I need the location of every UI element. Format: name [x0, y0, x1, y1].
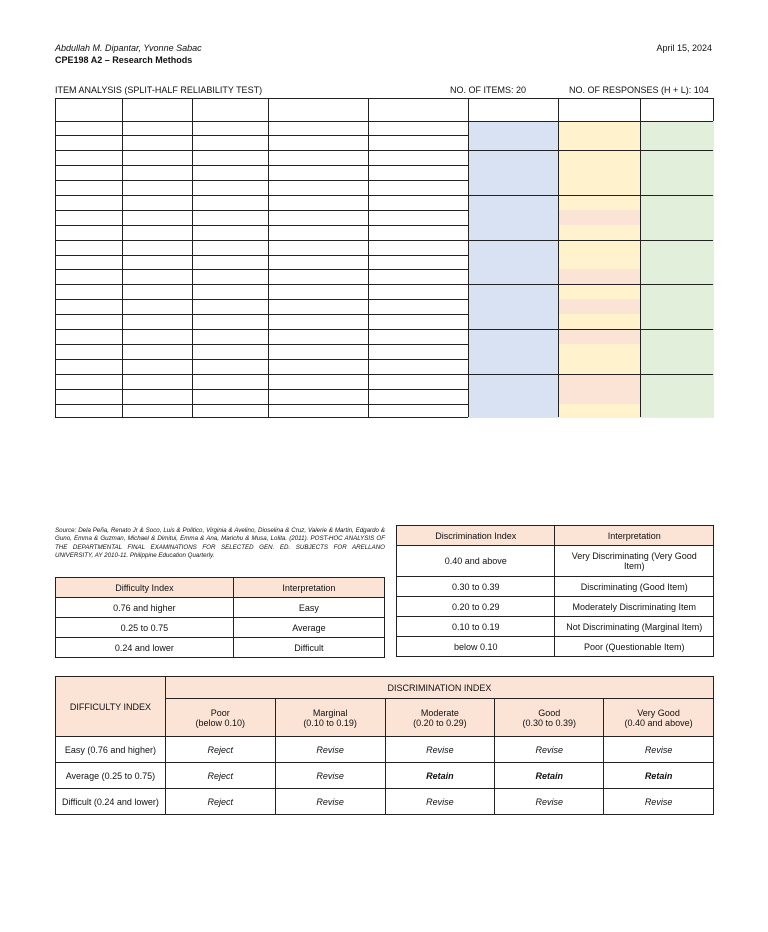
matrix-column-header [165, 699, 275, 737]
peach-band [558, 210, 640, 225]
matrix-group-header: DISCRIMINATION INDEX [165, 677, 713, 699]
column-range: (below 0.10) [195, 717, 246, 728]
table-row [56, 737, 714, 763]
column-name: Good [538, 707, 561, 718]
difficulty-interpretation: Easy [233, 598, 384, 618]
matrix-column-header [385, 699, 495, 737]
grid-row-line [56, 195, 713, 196]
discrimination-range: below 0.10 [397, 637, 555, 657]
grid-column-line [192, 99, 193, 417]
grid-row-line [56, 150, 713, 151]
difficulty-range: 0.76 and higher [56, 598, 234, 618]
column-name: Poor [210, 707, 230, 718]
matrix-cell: Retain [604, 763, 714, 789]
matrix-cell: Retain [495, 763, 604, 789]
decision-matrix [55, 676, 714, 815]
matrix-cell: Revise [275, 763, 385, 789]
matrix-cell: Revise [495, 737, 604, 763]
matrix-cell: Revise [385, 789, 495, 815]
grid-row-line [56, 135, 468, 136]
table-row [56, 598, 385, 618]
matrix-row-label: Easy (0.76 and higher) [56, 737, 166, 763]
matrix-row-label: Difficult (0.24 and lower) [56, 789, 166, 815]
grid-row-line [56, 404, 468, 405]
peach-band [558, 299, 640, 314]
matrix-cell: Revise [604, 789, 714, 815]
matrix-row-label: Average (0.25 to 0.75) [56, 763, 166, 789]
table-row [56, 618, 385, 638]
difficulty-header: Difficulty Index [56, 578, 234, 598]
grid-column-line [122, 99, 123, 417]
grid-row-line [56, 284, 713, 285]
grid-row-line [56, 389, 468, 390]
matrix-cell: Reject [165, 789, 275, 815]
responses-count: NO. OF RESPONSES (H + L): 104 [569, 85, 709, 95]
grid-row-line [56, 299, 468, 300]
peach-band [558, 329, 640, 344]
grid-column-line [268, 99, 269, 417]
column-name: Very Good [637, 707, 680, 718]
table-row [397, 617, 714, 637]
grid-column-line [368, 99, 369, 417]
grid-row-line [56, 225, 468, 226]
course-title: CPE198 A2 – Research Methods [55, 55, 193, 65]
matrix-cell: Reject [165, 763, 275, 789]
sheet-title: ITEM ANALYSIS (SPLIT-HALF RELIABILITY TEST) [55, 85, 263, 95]
discrimination-interpretation: Moderately Discriminating Item [555, 597, 714, 617]
grid-column-line [468, 99, 469, 417]
date: April 15, 2024 [656, 43, 712, 53]
grid-column-line [640, 99, 641, 417]
interpretation-header: Interpretation [233, 578, 384, 598]
difficulty-index-table [55, 577, 385, 658]
grid-row-line [56, 165, 468, 166]
table-row [397, 637, 714, 657]
difficulty-range: 0.24 and lower [56, 638, 234, 658]
column-range: (0.40 and above) [624, 717, 693, 728]
matrix-cell: Revise [275, 789, 385, 815]
discrimination-header: Discrimination Index [397, 526, 555, 546]
column-range: (0.10 to 0.19) [303, 717, 357, 728]
grid-row-line [56, 180, 468, 181]
matrix-cell: Retain [385, 763, 495, 789]
matrix-cell: Revise [495, 789, 604, 815]
matrix-column-header [275, 699, 385, 737]
matrix-column-header [604, 699, 714, 737]
source-citation: Source: Dela Peña, Renato Jr & Soco, Luis & Politico, Virginia & Avelino, Dioselina & Cruz, Valerie & Martin, Edgardo & Guno, Emma & Guzman, Michael & Dimitui, Emma & Ana, Marichu & Musa, Lolita. (2011). POST-HOC ANALYSIS OF THE DEPARTMENTAL FINAL EXAMINATIONS FOR SELECTED GEN. ED. SUBJECTS FOR ARELLANO UNIVERSITY, AY 2010-11. Philippine Education Quarterly. [55, 527, 385, 560]
items-count: NO. OF ITEMS: 20 [450, 85, 527, 95]
grid-row-line [56, 359, 468, 360]
matrix-cell: Reject [165, 737, 275, 763]
table-row [56, 638, 385, 658]
grid-row-line [56, 374, 713, 375]
table-row [56, 763, 714, 789]
matrix-cell: Revise [275, 737, 385, 763]
peach-band [558, 374, 640, 404]
discrimination-range: 0.10 to 0.19 [397, 617, 555, 637]
discrimination-interpretation: Very Discriminating (Very Good Item) [555, 546, 714, 577]
table-row [397, 577, 714, 597]
difficulty-interpretation: Average [233, 618, 384, 638]
grid-column-line [558, 99, 559, 417]
grid-row-line [56, 240, 713, 241]
grid-row-line [56, 121, 713, 122]
grid-row-line [56, 344, 468, 345]
table-row [397, 597, 714, 617]
matrix-corner-header: DIFFICULTY INDEX [56, 677, 166, 737]
discrimination-range: 0.30 to 0.39 [397, 577, 555, 597]
column-range: (0.30 to 0.39) [522, 717, 576, 728]
matrix-cell: Revise [385, 737, 495, 763]
column-name: Marginal [312, 707, 348, 718]
matrix-cell: Revise [604, 737, 714, 763]
difficulty-interpretation: Difficult [233, 638, 384, 658]
discrimination-range: 0.20 to 0.29 [397, 597, 555, 617]
discrimination-index-table [396, 525, 714, 657]
discrimination-interpretation: Discriminating (Good Item) [555, 577, 714, 597]
grid-row-line [56, 269, 468, 270]
peach-band [558, 269, 640, 284]
grid-row-line [56, 329, 713, 330]
discrimination-range: 0.40 and above [397, 546, 555, 577]
interpretation-header: Interpretation [555, 526, 714, 546]
column-name: Moderate [420, 707, 459, 718]
discrimination-interpretation: Poor (Questionable Item) [555, 637, 714, 657]
grid-row-line [56, 210, 468, 211]
column-range: (0.20 to 0.29) [413, 717, 467, 728]
authors: Abdullah M. Dipantar, Yvonne Sabac [55, 43, 202, 53]
table-row [56, 789, 714, 815]
table-row [397, 546, 714, 577]
discrimination-interpretation: Not Discriminating (Marginal Item) [555, 617, 714, 637]
grid-row-line [56, 314, 468, 315]
difficulty-range: 0.25 to 0.75 [56, 618, 234, 638]
item-analysis-grid [55, 98, 714, 418]
grid-row-line [56, 255, 468, 256]
matrix-column-header [495, 699, 604, 737]
